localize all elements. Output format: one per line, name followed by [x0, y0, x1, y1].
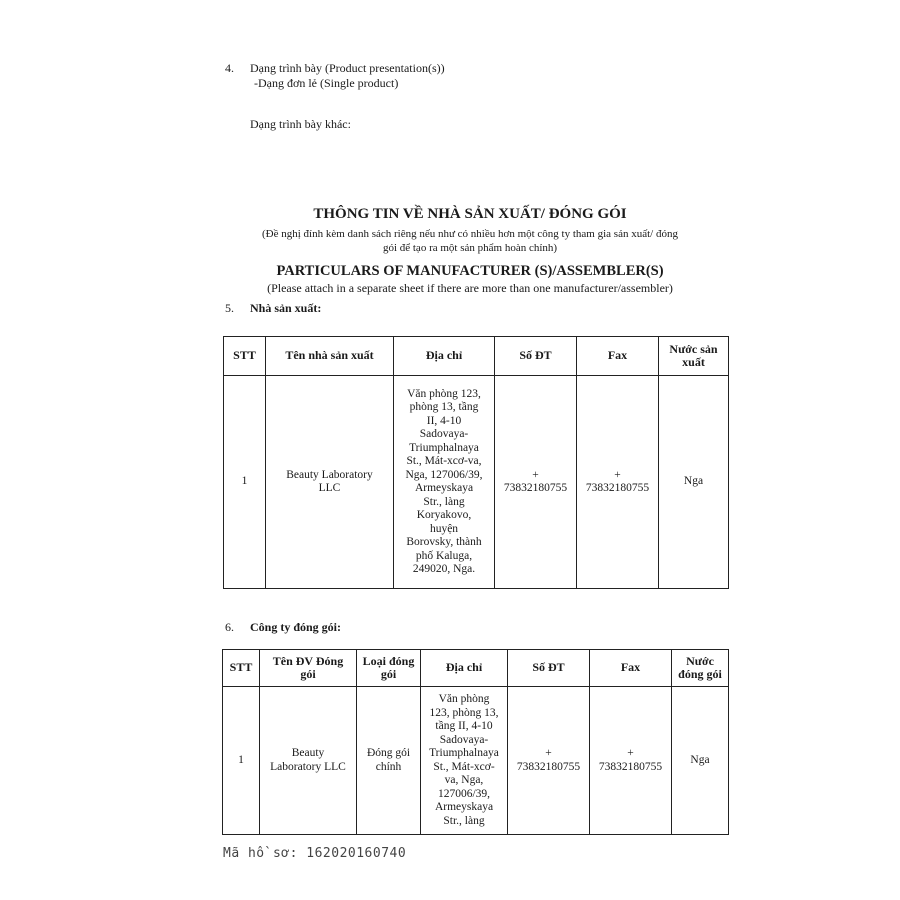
section5-label: Nhà sản xuất: — [250, 301, 322, 315]
note-vn-line2: gói để tạo ra một sản phẩm hoàn chỉnh) — [382, 242, 558, 254]
section5-number: 5. — [225, 301, 234, 315]
cell-packager-name: Beauty Laboratory LLC — [260, 687, 357, 835]
packager-table — [222, 649, 729, 835]
table-row — [223, 687, 729, 835]
col-stt: STT — [223, 650, 260, 687]
table-row — [224, 376, 729, 589]
cell-fax: + 73832180755 — [590, 687, 672, 835]
section4-presentation-label: Dạng trình bày (Product presentation(s)) — [250, 61, 445, 75]
section4-other-presentation: Dạng trình bày khác: — [250, 117, 351, 131]
section4-number: 4. — [225, 61, 234, 75]
table-header-row — [224, 337, 729, 376]
cell-stt: 1 — [223, 687, 260, 835]
col-stt: STT — [224, 337, 266, 376]
col-address: Địa chỉ — [394, 337, 495, 376]
cell-phone: + 73832180755 — [495, 376, 577, 589]
title-en: PARTICULARS OF MANUFACTURER (S)/ASSEMBLER(S) — [276, 263, 664, 279]
col-phone: Số ĐT — [495, 337, 577, 376]
section6-label: Công ty đóng gói: — [250, 620, 342, 634]
col-packager-name: Tên ĐV Đóng gói — [260, 650, 357, 687]
cell-country: Nga — [659, 376, 729, 589]
section4-single-product: -Dạng đơn lẻ (Single product) — [254, 76, 399, 90]
note-vn-line1: (Đề nghị đính kèm danh sách riêng nếu như có nhiều hơn một công ty tham gia sản xuất/ đóng — [262, 228, 678, 240]
col-country: Nước đóng gói — [672, 650, 729, 687]
col-address: Địa chỉ — [421, 650, 508, 687]
cell-address: Văn phòng 123, phòng 13, tầng II, 4-10 Sadovaya- Triumphalnaya St., Mát-xcơ-va, Nga, 127006/39, Armeyskaya Str., làng Koryakovo, huyện Borovsky, thành phố Kaluga, 249020, Nga. — [394, 376, 495, 589]
cell-manufacturer-name: Beauty Laboratory LLC — [266, 376, 394, 589]
title-vn: THÔNG TIN VỀ NHÀ SẢN XUẤT/ ĐÓNG GÓI — [313, 206, 627, 222]
cell-packaging-type: Đóng gói chính — [357, 687, 421, 835]
col-fax: Fax — [577, 337, 659, 376]
cell-fax: + 73832180755 — [577, 376, 659, 589]
col-packaging-type: Loại đóng gói — [357, 650, 421, 687]
col-country: Nước sản xuất — [659, 337, 729, 376]
cell-phone: + 73832180755 — [508, 687, 590, 835]
col-fax: Fax — [590, 650, 672, 687]
col-manufacturer-name: Tên nhà sản xuất — [266, 337, 394, 376]
cell-stt: 1 — [224, 376, 266, 589]
cell-country: Nga — [672, 687, 729, 835]
note-en: (Please attach in a separate sheet if there are more than one manufacturer/assembler) — [267, 281, 673, 295]
cell-address: Văn phòng 123, phòng 13, tầng II, 4-10 Sadovaya- Triumphalnaya St., Mát-xcơ- va, Nga, 127006/39, Armeyskaya Str., làng — [421, 687, 508, 835]
section6-number: 6. — [225, 620, 234, 634]
table-header-row — [223, 650, 729, 687]
col-phone: Số ĐT — [508, 650, 590, 687]
manufacturer-table — [223, 336, 729, 589]
dossier-code: Mã hồ sơ: 162020160740 — [223, 846, 407, 861]
